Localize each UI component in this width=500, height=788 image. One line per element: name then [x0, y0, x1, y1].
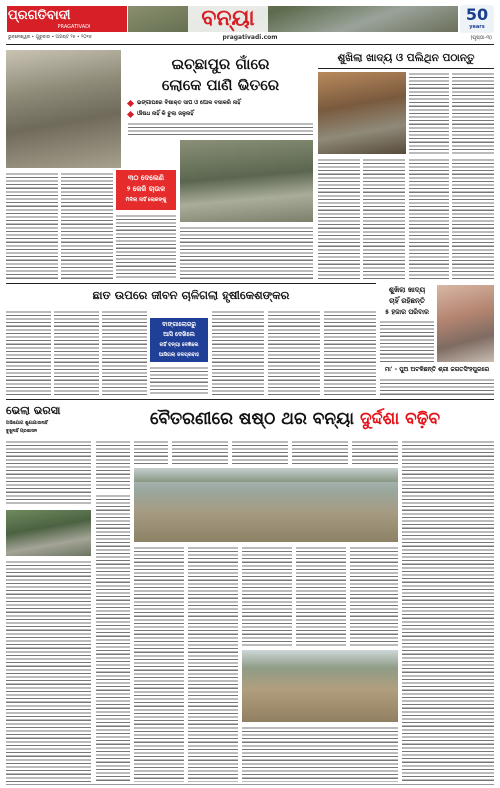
story4-body: [380, 320, 434, 362]
story6-kicker-title: ଭେଲା ଭରସା: [6, 404, 61, 417]
dateline: ଭୁବନେଶ୍ୱର • ଗୁରୁବାର • ଅଗଷ୍ଟ ୨୫ • ୨୦୧୬: [8, 35, 92, 40]
story3-headline: ଛାତ ଉପରେ ଜୀବନ ଚାଳିଗଲା ହୃଷୀକେଶଙ୍କର: [92, 288, 290, 302]
story6-body-col8: [188, 546, 238, 782]
story1-callout-line3: ମିଳିଲା ନାହିଁ ଲୋକଙ୍କୁ: [125, 197, 167, 203]
story1-photo-right: [180, 140, 313, 222]
story2-headline: ଶୁଖିଲା ଖାଦ୍ୟ ଓ ପଲିଥିନ ପଠାନ୍ତୁ: [337, 52, 475, 64]
story3-body-col3: [102, 310, 147, 396]
story6-body-col12: [242, 726, 398, 782]
story1-body-col3: [116, 214, 176, 280]
story6-body-col1: [96, 440, 130, 490]
story1-headline-line1: ଇଚ୍ଛାପୁର ଗାଁରେ: [171, 55, 270, 73]
story1-bullet1-icon: [127, 100, 134, 107]
story2-body-col5: [409, 158, 449, 280]
story2-body-col3: [318, 158, 360, 280]
paper-name-sub: PRAGATIVADI: [57, 24, 91, 30]
story6-headline: [96, 402, 494, 436]
story6-kicker-line2: ବୁଝୁନାହିଁ ପ୍ରଶାସନ: [6, 429, 38, 434]
story1-body-top: [128, 122, 313, 136]
story3-callout-line1: ବାଙ୍ଗାଲୋରରୁ: [162, 321, 196, 328]
story2-body-col6: [452, 158, 494, 280]
story6-body-right-col: [402, 440, 494, 782]
story1-callout-line1: ୩୦ ଦେଲେଣି: [127, 174, 165, 182]
story5-headline: ମା' - ପୁଅ ଅଟକିଛନ୍ତି ଶ୍ରୀ ଜଗତସିଂହପୁରରେ: [384, 366, 490, 373]
story1-body-col4: [180, 226, 313, 280]
story6-body-col10: [296, 546, 346, 646]
story4-headline-line1: ଶୁଖିଲା ଖାଦ୍ୟ: [388, 286, 426, 294]
story6-photo-main-treeline: [134, 468, 398, 482]
anniversary-number: 50: [465, 6, 489, 24]
masthead-photo-strip: [128, 6, 458, 32]
story6-kicker-rule: [6, 399, 494, 400]
paper-name: ପ୍ରଗତିବାଦୀ: [8, 8, 71, 23]
story6-body-col3: [172, 440, 228, 465]
story3-body-col4: [150, 366, 208, 396]
story1-body-col1: [6, 172, 58, 280]
story2-photo: [318, 72, 406, 154]
masthead: [0, 0, 500, 50]
story3-body-col1: [6, 310, 51, 396]
story6-body-left-bottom: [6, 560, 91, 782]
story3-body-col6: [268, 310, 320, 396]
story6-photo-bottom: [242, 650, 398, 722]
story3-rule: [6, 283, 376, 284]
story1-callout-line2: ୨ କେଜି ଚାଉଳ: [126, 185, 166, 193]
story6-body-col11: [350, 546, 398, 646]
story2-body-col2: [452, 72, 494, 154]
story1-bullet2-icon: [127, 111, 134, 118]
story6-photo-left: [6, 510, 91, 556]
story6-headline-black: ବୈତରଣୀରେ ଷଷ୍ଠ ଥର ବନ୍ୟା: [149, 409, 360, 429]
story2-body-col1: [409, 72, 449, 154]
story1-bullet1: ଭଙ୍ଗାଘରେ ବିଷାକ୍ତ ସାପ ଓ ପୋକ ବସାକରି ନାହିଁ: [137, 100, 241, 106]
story4-headline-line2: ଚାହିଁ ରହିଛନ୍ତି: [389, 297, 425, 305]
story1-body-col2: [61, 172, 113, 280]
story2-rule: [318, 68, 494, 69]
anniversary-text: years: [469, 24, 485, 30]
story6-body-left-top: [6, 440, 91, 506]
story3-callout-line2: ଆସି ଦେଖିଲେ: [163, 331, 195, 338]
story6-body-col5: [292, 440, 348, 465]
story5-body: [380, 378, 494, 396]
story1-bullet2: ଔଷଧ ନାହିଁ କି ଚୁଲା ଜଳୁନାହିଁ: [137, 111, 194, 117]
story5-photo: [437, 285, 494, 362]
story6-kicker-line1: ଅଭିଯୋଗ ଶୁଣାଯାଉନାହିଁ: [6, 421, 48, 426]
story1-photo-left: [6, 50, 121, 168]
story3-body-col7: [324, 310, 376, 396]
story6-body-col7: [134, 546, 184, 782]
story3-body-col5: [212, 310, 264, 396]
story6-body-col6: [352, 440, 398, 465]
story6-body-col2: [134, 440, 168, 465]
story6-body-col1-lower: [96, 494, 130, 782]
story6-headline-red: ଦୁର୍ଦ୍ଦଶା ବଢ଼ିବ: [359, 409, 441, 429]
story6-body-col9: [242, 546, 292, 646]
story6-body-col4: [232, 440, 288, 465]
story4-headline-line3: ୫ ହଜାର ପରିବାର: [385, 308, 429, 316]
footer-rule: [6, 784, 494, 785]
story1-headline-line2: ଲୋକେ ପାଣି ଭିତରେ: [161, 76, 280, 94]
masthead-rule: [6, 44, 494, 45]
story3-body-col2: [54, 310, 99, 396]
story3-callout-line4: ଆସିଗଲା ଜଳପ୍ରବାହ: [158, 352, 200, 358]
page-number: (ପୃଷ୍ଠା-୩): [470, 35, 492, 41]
section-title: ବନ୍ୟା: [201, 6, 255, 31]
website: pragativadi.com: [222, 34, 278, 41]
story3-callout-line3: ନାହିଁ ବନ୍ୟା ଦେଖିଲେ: [159, 342, 199, 348]
story2-body-col4: [363, 158, 405, 280]
